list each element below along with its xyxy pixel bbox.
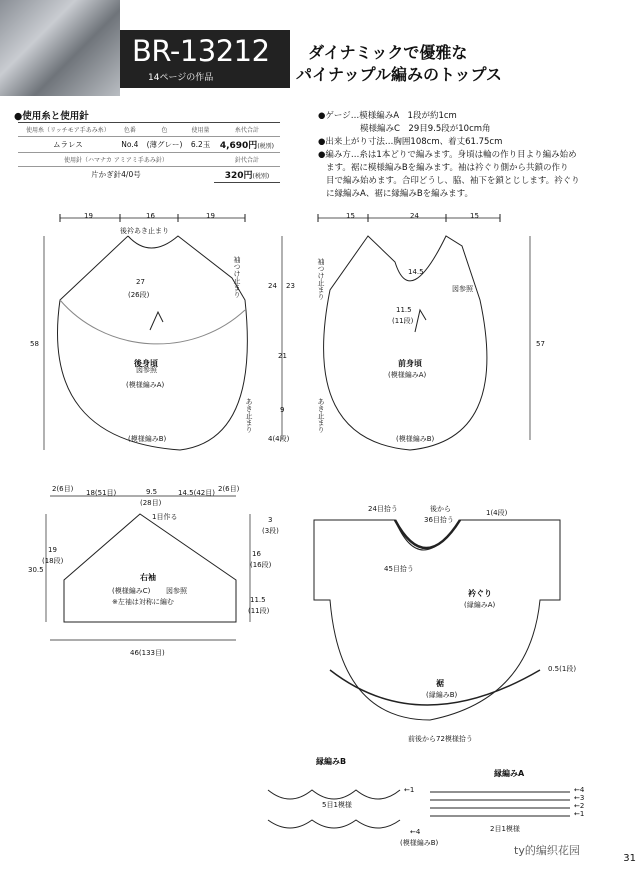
asm-pick72: 前後から72模様拾う [408,735,473,743]
edging-a-row1: ←1 [574,810,585,818]
front-dim-right: 15 [470,212,479,220]
front-ref: 図参照 [452,285,473,293]
back-neck-open: 後衿あき止まり [120,227,169,235]
edging-b-rows: ←1 [404,786,415,794]
th-color: 色 [142,123,187,137]
back-name: 後身頃 [134,359,158,368]
sleeve-top-4: 14.5(42目) [178,489,215,497]
th-amount: 使用量 [187,123,214,137]
front-dim-center: 24 [410,212,419,220]
back-v4: 4(4段) [268,435,290,443]
edging-b-rows2: ←4 [410,828,421,836]
back-ref: 図参照 [136,366,157,374]
sleeve-v115: 11.5 [250,596,266,604]
back-sleeve-stop: 袖つけ止まり [233,256,241,298]
th-needle: 使用針（ハマナカ アミアミ手あみ針） [18,153,214,167]
front-sleeve-stop: 袖つけ止まり [317,258,325,300]
front-r1: 11.5 [396,306,412,314]
yarn-name: ムラレス [18,137,118,153]
page-reference: 14ページの作品 [148,73,214,83]
asm-pick36: 36目拾う [424,516,454,524]
yarn-price: 4,690円(税別) [214,137,280,153]
asm-hem: 裾 [436,679,444,688]
sleeve-top-0: 2(6目) [52,485,74,493]
yarn-color-no: No.4 [118,137,142,153]
sleeve-pattern: (模様編みC) [112,587,151,595]
page-number: 31 [623,853,636,864]
needle-price: 320円(税別) [214,167,280,183]
method-line-1: ●編み方…糸は1本どりで編みます。身頃は輪の作り目より編み始め [318,150,577,160]
back-v24: 24 [268,282,277,290]
back-side-stop: あき止まり [245,398,253,433]
front-side-stop: あき止まり [317,398,325,433]
front-name: 前身頃 [398,359,422,368]
asm-pick45: 45目拾う [384,565,414,573]
th-yarn: 使用糸（リッチモア手あみ糸） [18,123,118,137]
front-pattern: (模様編みA) [388,371,427,379]
back-dim-center: 16 [146,212,155,220]
sleeve-name: 右袖 [140,573,156,582]
th-color-no: 色番 [118,123,142,137]
edging-a-row3: ←3 [574,794,585,802]
back-radius-rows: (26段) [128,291,150,299]
sleeve-v16r: (16段) [250,561,272,569]
size-line: ●出来上がり寸法…胸囲108cm、着丈61.75cm [318,137,503,147]
yarn-amount: 6.2玉 [187,137,214,153]
edging-a-row4: ←4 [574,786,585,794]
back-hem: (模様編みB) [128,435,167,443]
edging-a-row2: ←2 [574,802,585,810]
method-line-4: に縁編みA、裾に縁編みBを編みます。 [326,189,473,199]
watermark: ty的编织花园 [514,844,580,857]
method-line-2: ます。裾に模様編みBを編みます。袖は衿ぐり側から共鎖の作り [326,163,569,173]
th-yarn-total: 糸代合計 [214,123,280,137]
front-dim-left: 15 [346,212,355,220]
front-neck: 14.5 [408,268,424,276]
asm-row05: 0.5(1段) [548,665,577,673]
back-v58: 58 [30,340,39,348]
sleeve-v19r: (18段) [42,557,64,565]
sleeve-top-5: 2(6目) [218,485,240,493]
front-v57: 57 [536,340,545,348]
back-radius: 27 [136,278,145,286]
back-dim-left: 19 [84,212,93,220]
sleeve-v19: 19 [48,546,57,554]
sleeve-top-2: 9.5 [146,488,158,496]
sleeve-v16: 16 [252,550,261,558]
title-line-2: パイナップル編みのトップス [296,65,502,84]
back-v23: 23 [286,282,295,290]
back-v21: 21 [278,352,287,360]
asm-neck-pat: (縁編みA) [464,601,496,609]
method-line-3: 目で編み始めます。合印どうし、脇、袖下を鎖とじします。衿ぐり [326,176,580,186]
asm-neck: 衿ぐり [468,589,492,598]
sleeve-v305: 30.5 [28,566,44,574]
edging-b-ref: (模様編みB) [400,839,439,847]
asm-rows4: 1(4段) [486,509,508,517]
sleeve-v115r: (11段) [248,607,270,615]
gauge-line-2: 模様編みC 29目9.5段が10cm角 [360,124,491,134]
materials-heading: ●使用糸と使用針 [14,111,89,122]
sleeve-v3: 3 [268,516,273,524]
back-pattern: (模様編みA) [126,381,165,389]
needle-name: 片かぎ針4/0号 [18,167,214,183]
yarn-color: (薄グレー) [142,137,187,153]
front-hem: (模様編みB) [396,435,435,443]
edging-a-title: 縁編みA [494,769,525,778]
pattern-code: BR-13212 [132,34,270,68]
sleeve-bottom: 46(133目) [130,649,165,657]
front-body-outline [324,236,487,450]
sleeve-v3r: (3段) [262,527,279,535]
edging-b-repeat: 5目1模様 [322,801,352,809]
asm-pick24: 24目拾う [368,505,398,513]
asm-hem-pat: (縁編みB) [426,691,458,699]
asm-back-from: 後から [430,505,451,513]
edging-b-title: 縁編みB [316,757,347,766]
sleeve-cast: 1目作る [152,513,178,521]
title-line-1: ダイナミックで優雅な [308,43,468,62]
back-v9: 9 [280,406,285,414]
front-r1-rows: (11段) [392,317,414,325]
sleeve-ref: 図参照 [166,587,187,595]
back-dim-right: 19 [206,212,215,220]
sleeve-top-1: 18(51目) [86,489,117,497]
back-body-outline [58,236,248,450]
sleeve-top-3: (28目) [140,499,162,507]
sleeve-note: ※左袖は対称に編む [112,598,174,606]
edging-a-repeat: 2目1模様 [490,825,520,833]
th-needle-total: 針代合計 [214,153,280,167]
gauge-line-1: ●ゲージ…模様編みA 1段が約1cm [318,111,457,121]
